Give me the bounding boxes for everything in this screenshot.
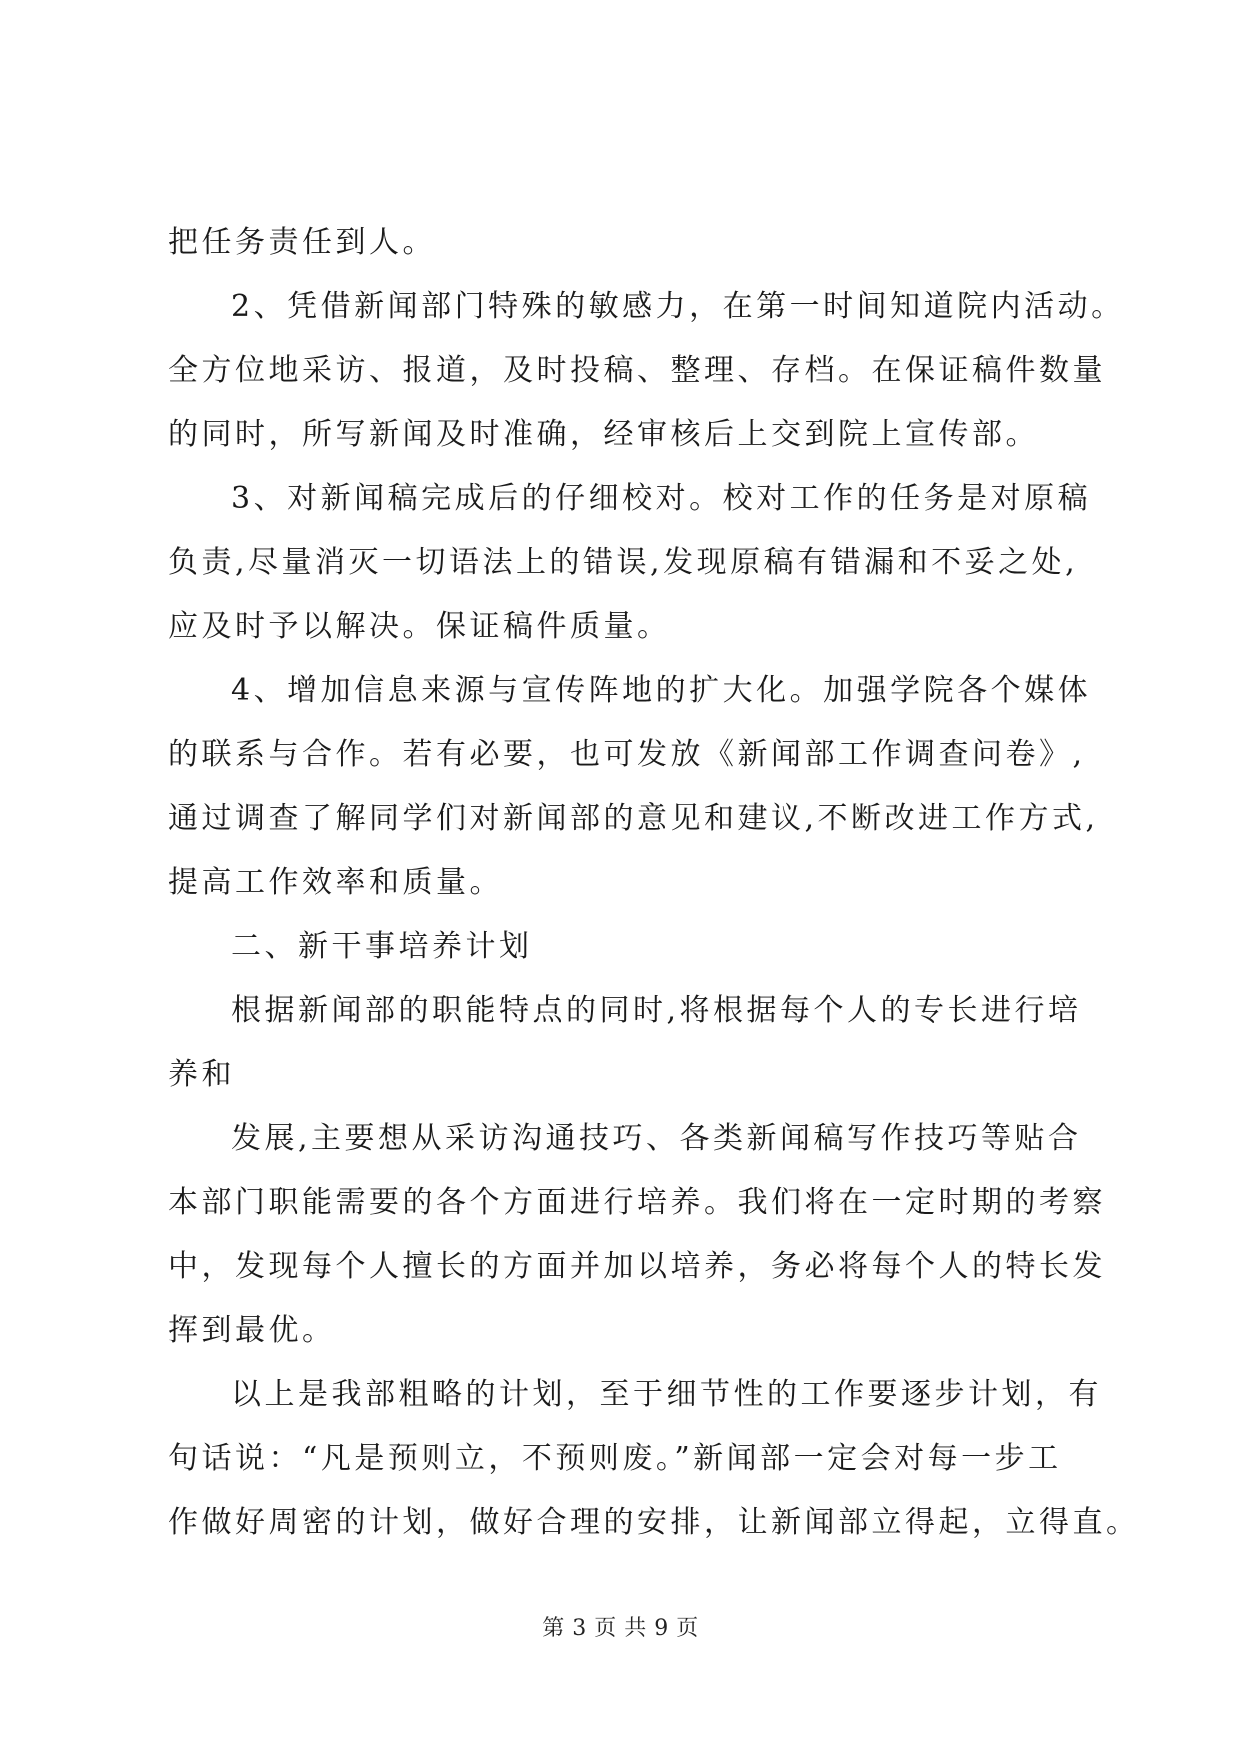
text-line: 负责,尽量消灭一切语法上的错误,发现原稿有错漏和不妥之处, (168, 545, 1079, 580)
paragraph-item-2: 2、凭借新闻部门特殊的敏感力，在第一时间知道院内活动。 (231, 289, 1125, 324)
page-number-footer: 第 3 页 共 9 页 (542, 1616, 699, 1641)
paragraph-item-4: 4、增加信息来源与宣传阵地的扩大化。加强学院各个媒体 (231, 673, 1092, 708)
text-line: 挥到最优。 (168, 1313, 336, 1348)
text-line: 养和 (168, 1057, 235, 1092)
text-line: 把任务责任到人。 (168, 225, 436, 260)
paragraph-conclusion: 以上是我部粗略的计划，至于细节性的工作要逐步计划，有 (231, 1377, 1102, 1412)
text-line: 的联系与合作。若有必要，也可发放《新闻部工作调查问卷》, (168, 737, 1086, 772)
text-line: 全方位地采访、报道，及时投稿、整理、存档。在保证稿件数量 (168, 353, 1106, 388)
text-line: 句话说：“凡是预则立，不预则废。”新闻部一定会对每一步工 (168, 1441, 1062, 1476)
paragraph-training: 根据新闻部的职能特点的同时,将根据每个人的专长进行培 (231, 993, 1082, 1028)
paragraph-item-3: 3、对新闻稿完成后的仔细校对。校对工作的任务是对原稿 (231, 481, 1092, 516)
text-line: 通过调查了解同学们对新闻部的意见和建议,不断改进工作方式, (168, 801, 1099, 836)
document-body (168, 225, 1140, 1569)
text-line: 作做好周密的计划，做好合理的安排，让新闻部立得起，立得直。 (168, 1505, 1140, 1540)
text-line: 的同时，所写新闻及时准确，经审核后上交到院上宣传部。 (168, 417, 1039, 452)
text-line: 应及时予以解决。保证稿件质量。 (168, 609, 671, 644)
text-line: 中，发现每个人擅长的方面并加以培养，务必将每个人的特长发 (168, 1249, 1106, 1284)
text-line: 本部门职能需要的各个方面进行培养。我们将在一定时期的考察 (168, 1185, 1106, 1220)
paragraph-development: 发展,主要想从采访沟通技巧、各类新闻稿写作技巧等贴合 (231, 1121, 1082, 1156)
text-line: 提高工作效率和质量。 (168, 865, 503, 900)
section-heading: 二、新干事培养计划 (231, 929, 533, 964)
